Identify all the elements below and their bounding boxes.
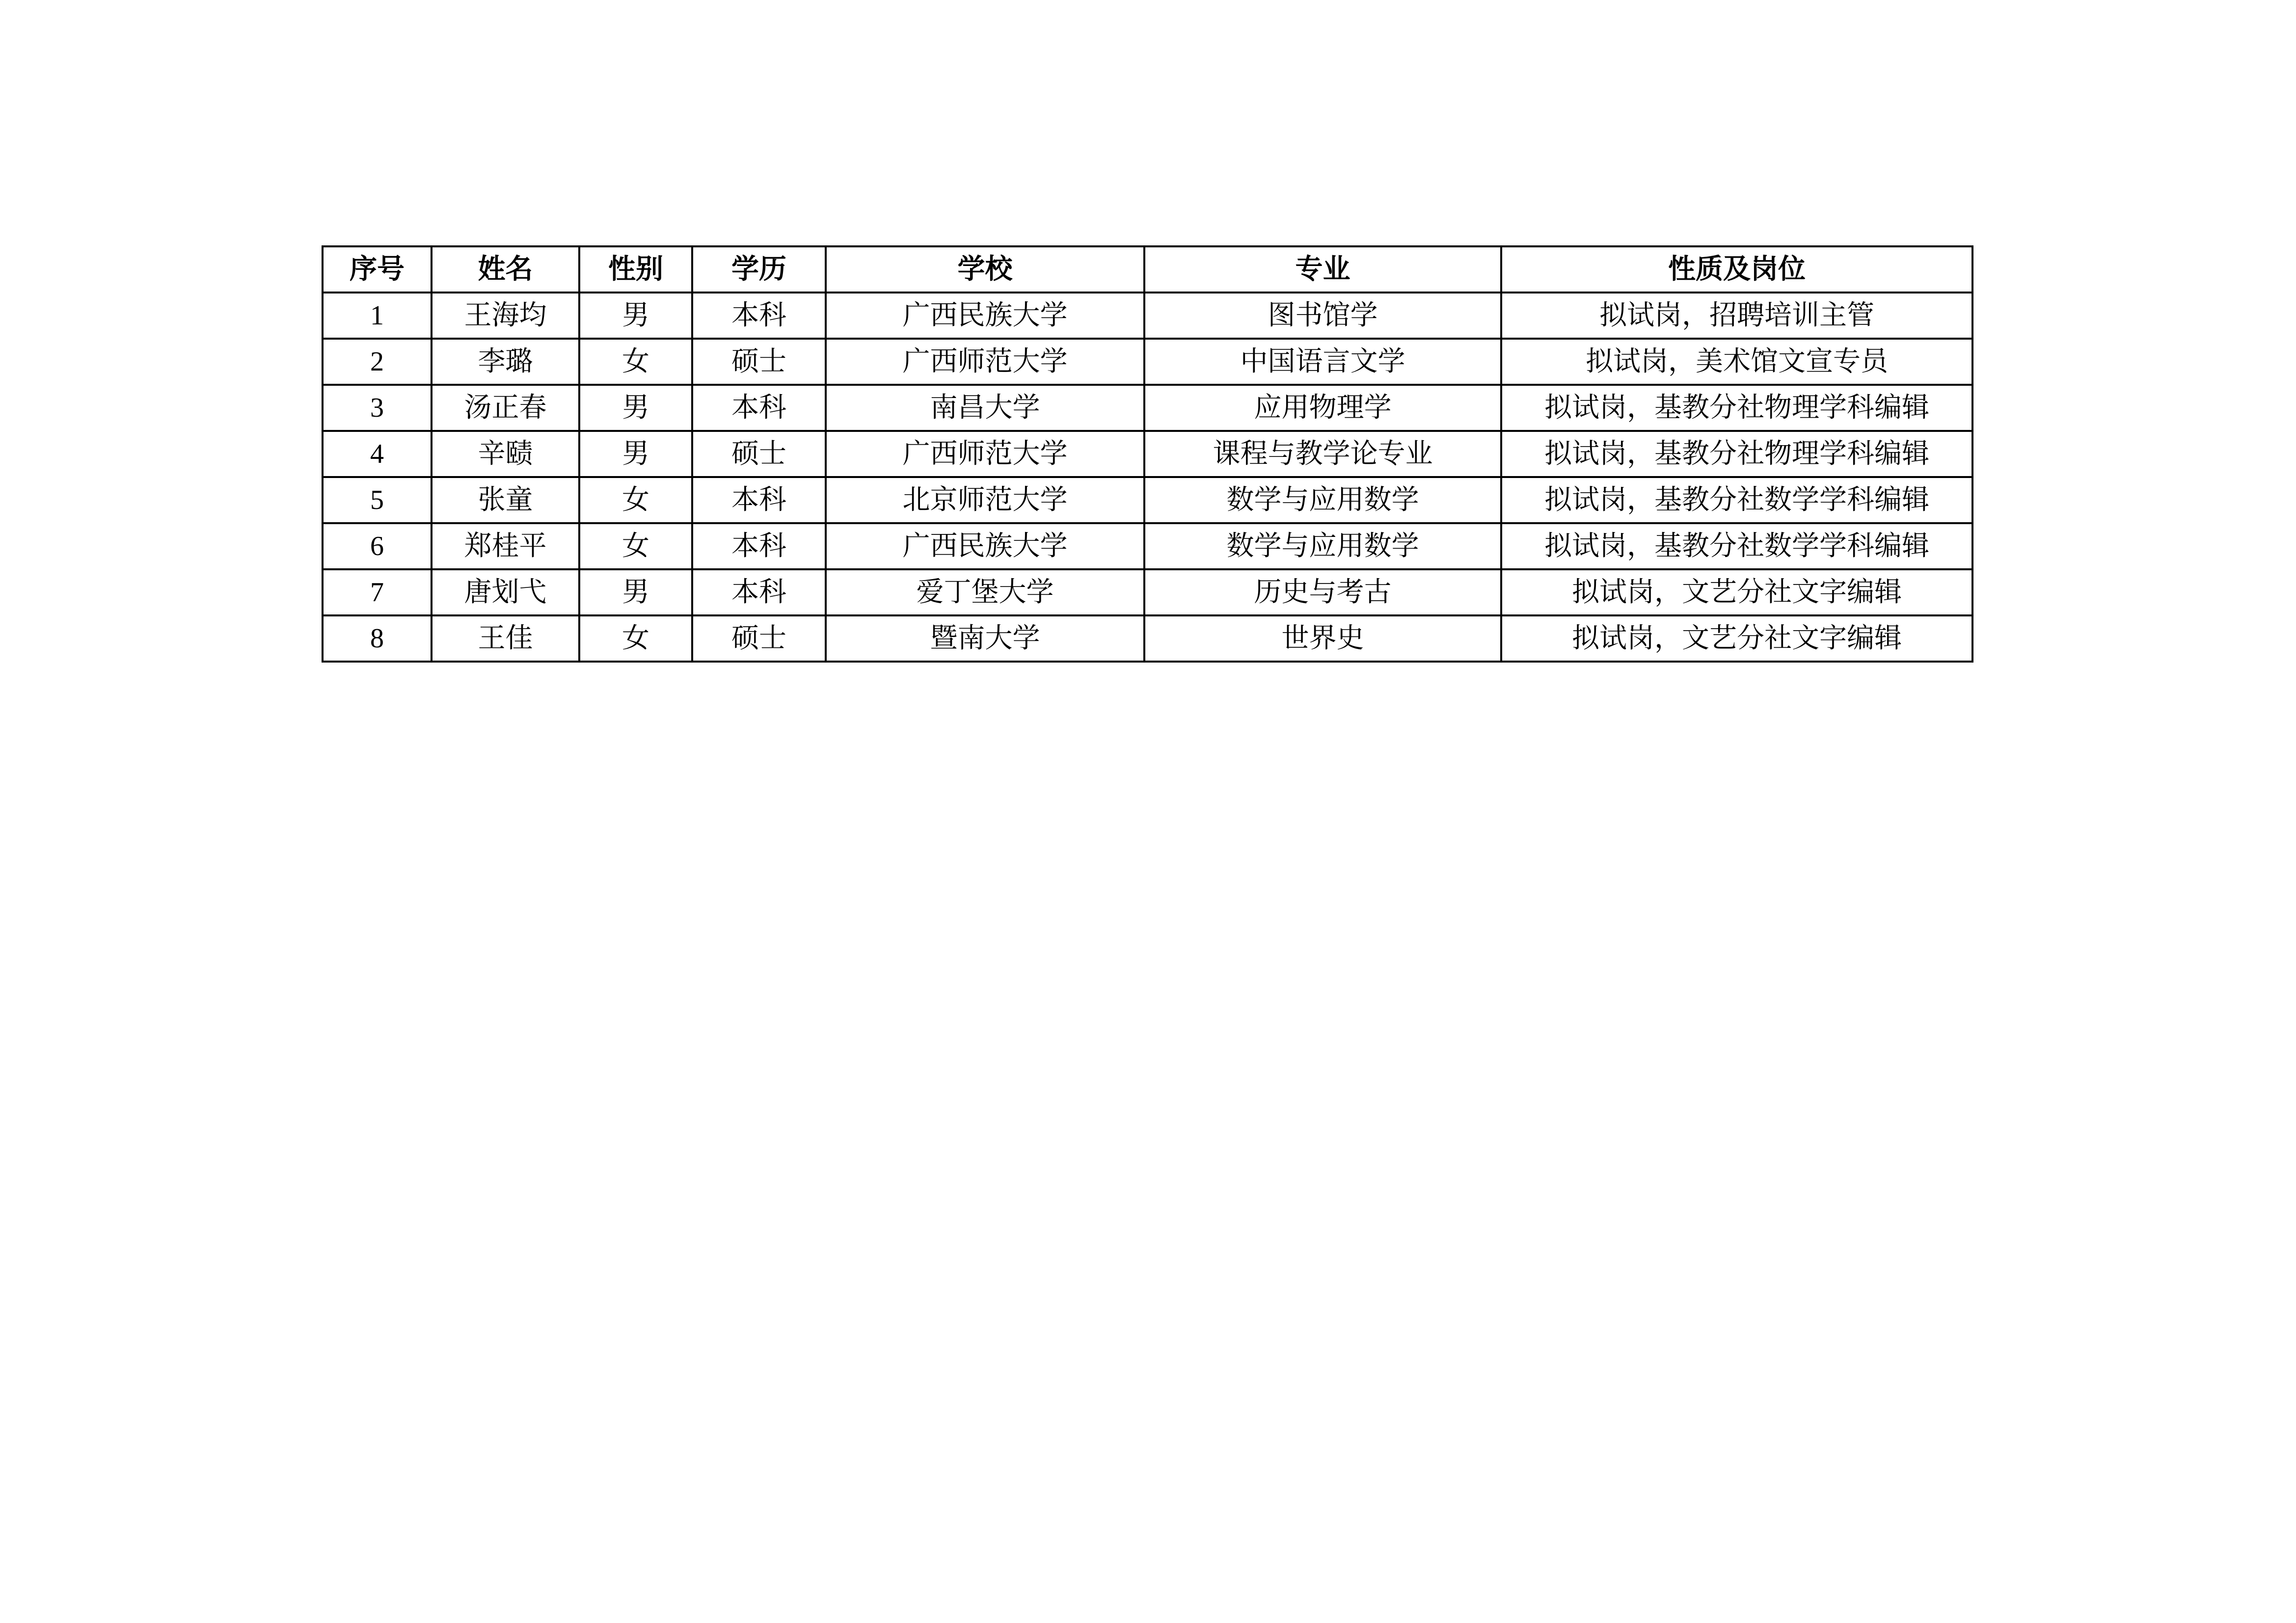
cell-education: 本科: [692, 523, 826, 569]
cell-education: 硕士: [692, 431, 826, 477]
cell-major: 数学与应用数学: [1144, 477, 1501, 523]
cell-gender: 男: [579, 431, 692, 477]
cell-school: 爱丁堡大学: [826, 569, 1144, 615]
table-row: [323, 477, 1972, 523]
cell-education: 硕士: [692, 339, 826, 385]
header-cell-education: 学历: [692, 246, 826, 293]
cell-school: 广西师范大学: [826, 431, 1144, 477]
cell-education: 硕士: [692, 615, 826, 662]
header-cell-gender: 性别: [579, 246, 692, 293]
cell-index: 6: [323, 523, 432, 569]
cell-position: 拟试岗，基教分社物理学科编辑: [1501, 385, 1972, 431]
cell-name: 汤正春: [432, 385, 579, 431]
cell-major: 课程与教学论专业: [1144, 431, 1501, 477]
table-row: [323, 293, 1972, 339]
cell-major: 中国语言文学: [1144, 339, 1501, 385]
cell-position: 拟试岗，美术馆文宣专员: [1501, 339, 1972, 385]
cell-school: 南昌大学: [826, 385, 1144, 431]
cell-index: 7: [323, 569, 432, 615]
cell-position: 拟试岗，文艺分社文字编辑: [1501, 569, 1972, 615]
cell-gender: 女: [579, 339, 692, 385]
cell-index: 1: [323, 293, 432, 339]
cell-name: 唐划弋: [432, 569, 579, 615]
table-row: [323, 569, 1972, 615]
header-cell-index: 序号: [323, 246, 432, 293]
cell-gender: 男: [579, 293, 692, 339]
cell-school: 广西师范大学: [826, 339, 1144, 385]
cell-school: 暨南大学: [826, 615, 1144, 662]
cell-major: 数学与应用数学: [1144, 523, 1501, 569]
cell-school: 广西民族大学: [826, 523, 1144, 569]
cell-index: 3: [323, 385, 432, 431]
cell-education: 本科: [692, 477, 826, 523]
header-cell-school: 学校: [826, 246, 1144, 293]
header-cell-major: 专业: [1144, 246, 1501, 293]
table-row: [323, 431, 1972, 477]
cell-position: 拟试岗，基教分社数学学科编辑: [1501, 477, 1972, 523]
cell-gender: 女: [579, 523, 692, 569]
table-row: [323, 339, 1972, 385]
cell-index: 2: [323, 339, 432, 385]
cell-major: 历史与考古: [1144, 569, 1501, 615]
table-row: [323, 523, 1972, 569]
header-cell-position: 性质及岗位: [1501, 246, 1972, 293]
applicants-table: [322, 245, 1973, 663]
cell-position: 拟试岗，文艺分社文字编辑: [1501, 615, 1972, 662]
cell-gender: 男: [579, 569, 692, 615]
cell-index: 5: [323, 477, 432, 523]
cell-gender: 女: [579, 477, 692, 523]
cell-major: 图书馆学: [1144, 293, 1501, 339]
cell-name: 郑桂平: [432, 523, 579, 569]
cell-index: 8: [323, 615, 432, 662]
cell-major: 世界史: [1144, 615, 1501, 662]
header-cell-name: 姓名: [432, 246, 579, 293]
cell-name: 王佳: [432, 615, 579, 662]
cell-school: 北京师范大学: [826, 477, 1144, 523]
cell-education: 本科: [692, 569, 826, 615]
cell-name: 王海均: [432, 293, 579, 339]
cell-position: 拟试岗，基教分社数学学科编辑: [1501, 523, 1972, 569]
cell-gender: 女: [579, 615, 692, 662]
cell-education: 本科: [692, 385, 826, 431]
cell-school: 广西民族大学: [826, 293, 1144, 339]
table-header-row: [323, 246, 1972, 293]
cell-name: 张童: [432, 477, 579, 523]
cell-index: 4: [323, 431, 432, 477]
cell-name: 李璐: [432, 339, 579, 385]
cell-position: 拟试岗，招聘培训主管: [1501, 293, 1972, 339]
cell-position: 拟试岗，基教分社物理学科编辑: [1501, 431, 1972, 477]
cell-major: 应用物理学: [1144, 385, 1501, 431]
cell-education: 本科: [692, 293, 826, 339]
cell-gender: 男: [579, 385, 692, 431]
table-row: [323, 385, 1972, 431]
table-row: [323, 615, 1972, 662]
cell-name: 辛赜: [432, 431, 579, 477]
